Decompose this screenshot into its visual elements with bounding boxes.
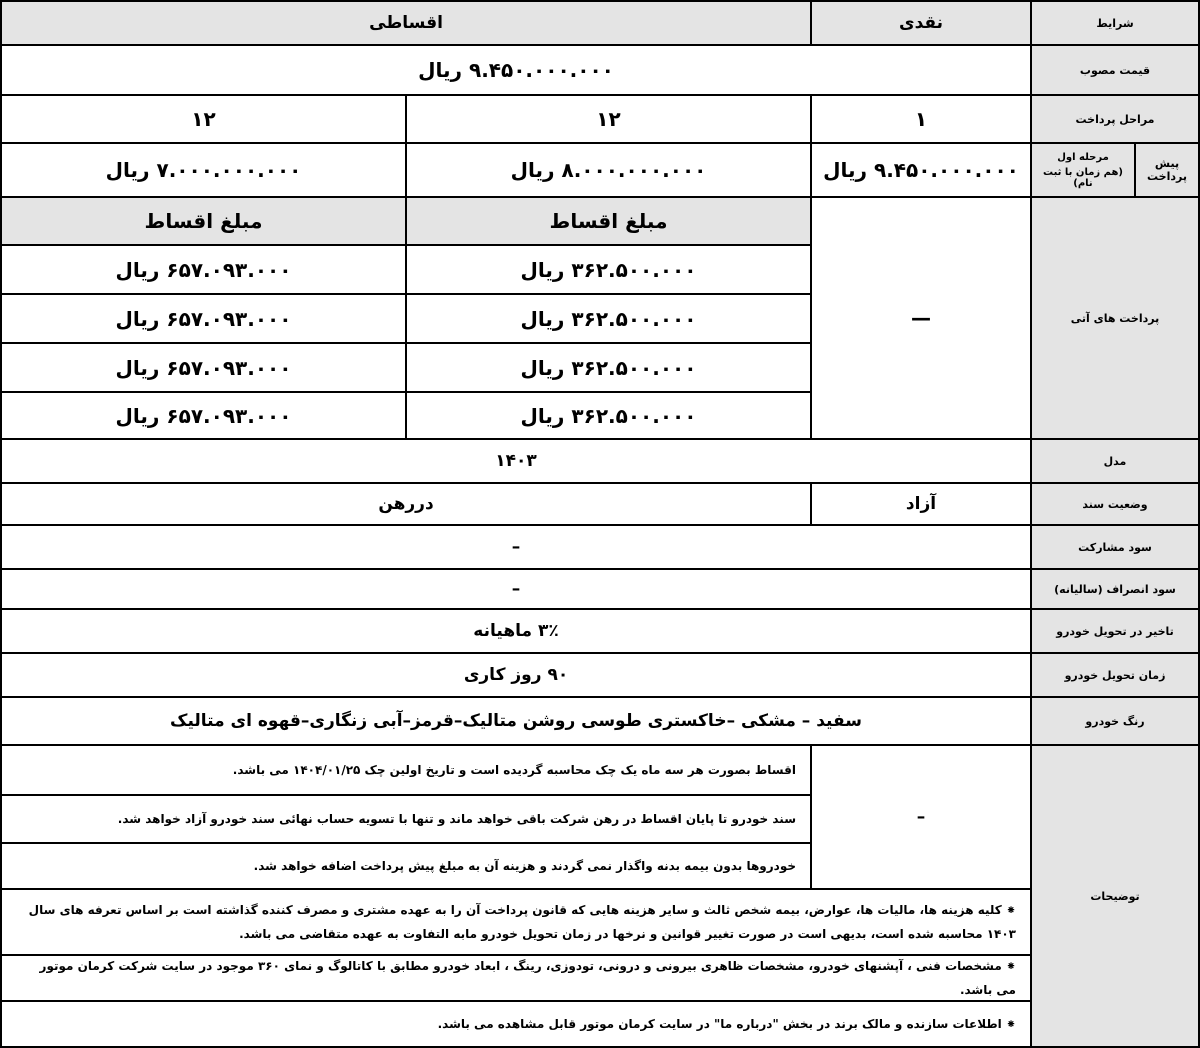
general-note: ⁕ اطلاعات سازنده و مالک برند در بخش "درباره ما" در سایت کرمان موتور قابل مشاهده می باشد. <box>0 1000 1032 1048</box>
header-cash: نقدی <box>810 0 1032 46</box>
installment-note: اقساط بصورت هر سه ماه یک چک محاسبه گردیده است و تاریخ اولین چک ۱۴۰۴/۰۱/۲۵ می باشد. <box>0 744 812 796</box>
installment-note: سند خودرو تا پایان اقساط در رهن شرکت باقی خواهد ماند و تنها با تسویه حساب نهائی سند خودرو آزاد خواهد شد. <box>0 794 812 844</box>
approved-price-value: ۹.۴۵۰.۰۰۰.۰۰۰ ریال <box>0 44 1032 96</box>
label-model: مدل <box>1030 438 1200 484</box>
plan-b-installment-row: ۶۵۷.۰۹۳.۰۰۰ ریال <box>0 293 407 344</box>
general-note: ⁕ کلیه هزینه ها، مالیات ها، عوارض، بیمه شخص ثالث و سایر هزینه هایی که قانون پرداخت آن را به عهده مشتری و مصرف کننده گذاشته است بر اساس تعرفه های سال ۱۴۰۳ محاسبه شده است، بدیهی است در صورت تغییر قوانین و نرخها در زمان تحویل خودرو مابه التفاوت به عهده متقاضی می باشد. <box>0 888 1032 956</box>
plan-a-installment-row: ۳۶۲.۵۰۰.۰۰۰ ریال <box>405 391 812 440</box>
participation-profit-value: – <box>0 524 1032 570</box>
stages-cash: ۱ <box>810 94 1032 144</box>
plan-b-installment-header: مبلغ اقساط <box>0 196 407 246</box>
plan-b-installment-row: ۶۵۷.۰۹۳.۰۰۰ ریال <box>0 391 407 440</box>
label-approved-price: قیمت مصوب <box>1030 44 1200 96</box>
label-participation-profit: سود مشارکت <box>1030 524 1200 570</box>
prepayment-plan-a: ۸.۰۰۰.۰۰۰.۰۰۰ ریال <box>405 142 812 198</box>
descriptions-cash: – <box>810 744 1032 890</box>
delivery-time-value: ۹۰ روز کاری <box>0 652 1032 698</box>
plan-a-installment-row: ۳۶۲.۵۰۰.۰۰۰ ریال <box>405 342 812 393</box>
label-document-status: وضعیت سند <box>1030 482 1200 526</box>
first-stage-title: مرحله اول <box>1057 151 1109 163</box>
car-color-value: سفید – مشکی –خاکستری طوسی روشن متالیک–قرمز–آبی زنگاری–قهوه ای متالیک <box>0 696 1032 746</box>
first-stage-subtitle: (هم زمان با ثبت نام) <box>1043 166 1123 189</box>
document-status-installment: دررهن <box>0 482 812 526</box>
plan-b-installment-row: ۶۵۷.۰۹۳.۰۰۰ ریال <box>0 244 407 295</box>
stages-plan-b: ۱۲ <box>0 94 407 144</box>
label-delivery-time: زمان تحویل خودرو <box>1030 652 1200 698</box>
header-installment: اقساطی <box>0 0 812 46</box>
label-payment-stages: مراحل پرداخت <box>1030 94 1200 144</box>
label-delivery-delay: تاخیر در تحویل خودرو <box>1030 608 1200 654</box>
prepayment-cash: ۹.۴۵۰.۰۰۰.۰۰۰ ریال <box>810 142 1032 198</box>
prepayment-plan-b: ۷.۰۰۰.۰۰۰.۰۰۰ ریال <box>0 142 407 198</box>
label-car-color: رنگ خودرو <box>1030 696 1200 746</box>
label-future-payments: پرداخت های آتی <box>1030 196 1200 440</box>
stages-plan-a: ۱۲ <box>405 94 812 144</box>
plan-a-installment-header: مبلغ اقساط <box>405 196 812 246</box>
plan-b-installment-row: ۶۵۷.۰۹۳.۰۰۰ ریال <box>0 342 407 393</box>
future-payments-cash: — <box>810 196 1032 440</box>
cancellation-profit-value: – <box>0 568 1032 610</box>
delivery-delay-value: ۳٪ ماهیانه <box>0 608 1032 654</box>
label-conditions: شرایط <box>1030 0 1200 46</box>
label-first-stage <box>1030 142 1136 198</box>
installment-note: خودروها بدون بیمه بدنه واگذار نمی گردند و هزینه آن به مبلغ پیش پرداخت اضافه خواهد شد. <box>0 842 812 890</box>
plan-a-installment-row: ۳۶۲.۵۰۰.۰۰۰ ریال <box>405 244 812 295</box>
label-cancellation-profit: سود انصراف (سالیانه) <box>1030 568 1200 610</box>
document-status-cash: آزاد <box>810 482 1032 526</box>
plan-a-installment-row: ۳۶۲.۵۰۰.۰۰۰ ریال <box>405 293 812 344</box>
model-value: ۱۴۰۳ <box>0 438 1032 484</box>
label-descriptions: توضیحات <box>1030 744 1200 1048</box>
label-prepayment: پیش پرداخت <box>1134 142 1200 198</box>
general-note: ⁕ مشخصات فنی ، آپشنهای خودرو، مشخصات ظاهری بیرونی و درونی، تودوزی، رینگ ، ابعاد خودرو مطابق با کاتالوگ و نمای ۳۶۰ موجود در سایت شرکت کرمان موتور می باشد. <box>0 954 1032 1002</box>
